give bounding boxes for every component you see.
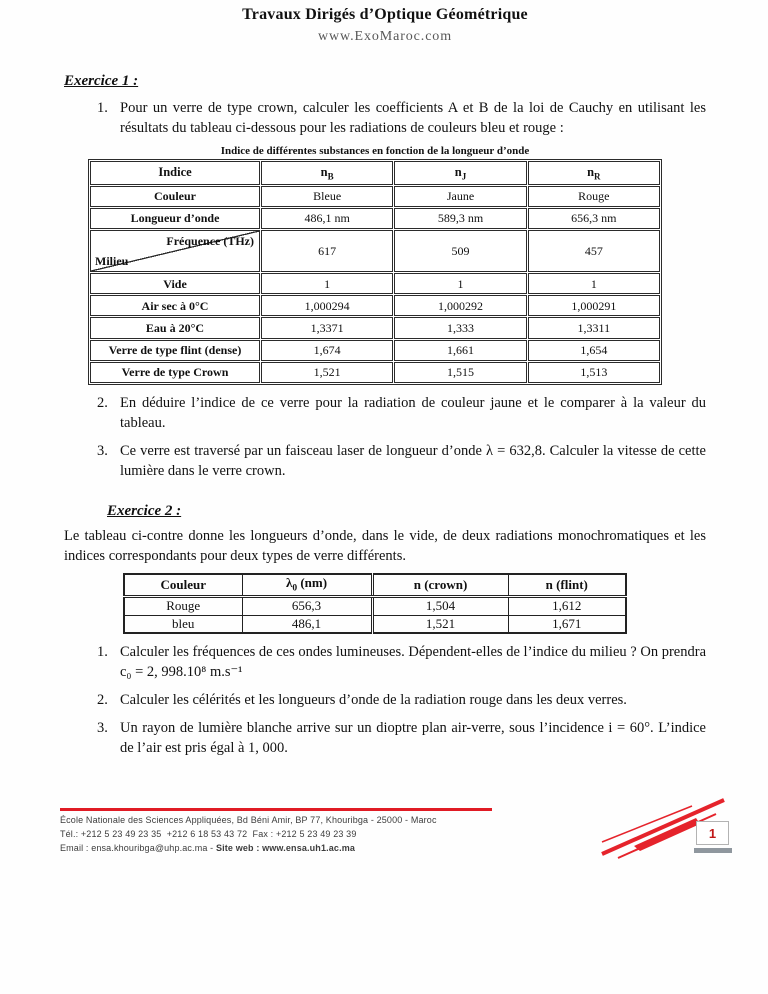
table-row xyxy=(90,317,660,338)
site-url: www.ExoMaroc.com xyxy=(317,29,452,44)
col-subscript: B xyxy=(327,171,334,181)
row-label-cell: Eau à 20°C xyxy=(90,317,260,338)
table-cell: 656,3 xyxy=(242,597,372,615)
table-row xyxy=(90,230,660,272)
table-header-row xyxy=(124,574,626,597)
table-cell: 1,000291 xyxy=(528,295,660,316)
table-row xyxy=(90,186,660,207)
ensa-logo xyxy=(600,794,750,864)
table-cell: 1,513 xyxy=(528,362,660,383)
row-label-cell: Vide xyxy=(90,273,260,294)
item-text: Calculer les fréquences de ces ondes lumineuses. Dépendent-elles de l’indice du milieu ? On prendra c₀ = 2, 998.10⁸ m.s⁻¹ xyxy=(120,643,706,680)
table-cell: 1,000292 xyxy=(394,295,526,316)
table-header-cell: n (crown) xyxy=(372,574,508,597)
item-number: 3. xyxy=(97,719,108,736)
table-cell: 1,654 xyxy=(528,340,660,361)
table-row xyxy=(90,208,660,229)
table-cell: 1,521 xyxy=(372,615,508,633)
table-cell: Bleue xyxy=(261,186,393,207)
item-text: Calculer les célérités et les longueurs d’onde de la radiation rouge dans les deux verres. xyxy=(120,691,627,708)
table-cell: 486,1 nm xyxy=(261,208,393,229)
table-cell: 1,3371 xyxy=(261,317,393,338)
exercise1-item-1 xyxy=(64,98,706,138)
lambda-unit: (nm) xyxy=(297,574,328,590)
row-label-cell: Longueur d’onde xyxy=(90,208,260,229)
table-cell: Jaune xyxy=(394,186,526,207)
table-cell: 509 xyxy=(394,230,526,272)
table-header-cell xyxy=(528,161,660,185)
table-cell: 1,333 xyxy=(394,317,526,338)
footer-phone: Tél.: +212 5 23 49 23 35 +212 6 18 53 43 72 Fax : +212 5 23 49 23 39 xyxy=(60,829,357,839)
table-header-cell xyxy=(394,161,526,185)
table-header-cell: n (flint) xyxy=(508,574,626,597)
exercise2-item-1 xyxy=(64,642,706,682)
item-text: Un rayon de lumière blanche arrive sur un dioptre plan air-verre, sous l’incidence i = 60°. L’indice de l’air est pris égal à 1, 000. xyxy=(120,719,706,756)
page-title: Travaux Dirigés d’Optique Géométrique xyxy=(242,6,528,23)
row-label-cell: Air sec à 0°C xyxy=(90,295,260,316)
table-cell: 1,3311 xyxy=(528,317,660,338)
table-row xyxy=(124,615,626,633)
col-symbol: n xyxy=(454,164,462,179)
footer-address: École Nationale des Sciences Appliquées, Bd Béni Amir, BP 77, Khouribga - 25000 - Maroc xyxy=(60,815,437,825)
exercise2-item-2 xyxy=(64,690,706,710)
footer-email-web xyxy=(60,843,620,853)
table-cell: 1,515 xyxy=(394,362,526,383)
lambda-symbol: λ xyxy=(285,574,293,590)
exercise2-item-3 xyxy=(64,718,706,758)
table-cell: 656,3 nm xyxy=(528,208,660,229)
page-footer xyxy=(60,808,620,853)
table-cell: 1 xyxy=(261,273,393,294)
col-subscript: J xyxy=(461,171,467,181)
exercise1-heading: Exercice 1 : xyxy=(64,73,139,89)
table-cell: 1 xyxy=(528,273,660,294)
page-number-badge: 1 xyxy=(696,821,729,845)
table-header-row xyxy=(90,161,660,185)
exercise1-item-3 xyxy=(64,441,706,481)
table-cell: Rouge xyxy=(124,597,242,615)
item-text: Ce verre est traversé par un faisceau laser de longueur d’onde λ = 632,8. Calculer la vitesse de cette lumière dans le verre crown. xyxy=(120,442,706,479)
footer-website: Site web : www.ensa.uh1.ac.ma xyxy=(215,843,356,853)
table-cell: 457 xyxy=(528,230,660,272)
table-row xyxy=(90,362,660,383)
item-text: En déduire l’indice de ce verre pour la radiation de couleur jaune et le comparer à la valeur du tableau. xyxy=(120,394,706,431)
table-corner-header: Indice xyxy=(90,161,260,185)
table-cell: 1,671 xyxy=(508,615,626,633)
exercise2-intro: Le tableau ci-contre donne les longueurs d’onde, dans le vide, de deux radiations monochromatiques et les indices correspondants pour deux types de verre différents. xyxy=(64,527,706,564)
page-number-underline xyxy=(694,848,732,853)
item-number: 3. xyxy=(97,442,108,459)
row-label-cell: Verre de type flint (dense) xyxy=(90,340,260,361)
item-number: 2. xyxy=(97,691,108,708)
table-row xyxy=(90,340,660,361)
wavelength-index-table xyxy=(123,573,627,634)
table1-caption: Indice de différentes substances en fonction de la longueur d’onde xyxy=(220,145,530,157)
lambda-subscript: 0 xyxy=(292,583,298,594)
col-symbol: n xyxy=(320,164,328,179)
diagonal-top-label: Fréquence (THz) xyxy=(166,234,254,249)
table-header-cell xyxy=(242,574,372,597)
table-cell: Rouge xyxy=(528,186,660,207)
item-number: 1. xyxy=(97,643,108,660)
table-cell: 589,3 nm xyxy=(394,208,526,229)
table-cell: 486,1 xyxy=(242,615,372,633)
table-cell: 1,504 xyxy=(372,597,508,615)
table-row xyxy=(90,295,660,316)
table-cell: 1 xyxy=(394,273,526,294)
table-cell: 1,521 xyxy=(261,362,393,383)
table-cell: 1,661 xyxy=(394,340,526,361)
footer-email: Email : ensa.khouribga@uhp.ac.ma - xyxy=(60,843,216,853)
footer-divider xyxy=(60,808,492,811)
item-text: Pour un verre de type crown, calculer les coefficients A et B de la loi de Cauchy en utilisant les résultats du tableau ci-dessous pour les radiations de couleurs bleu et rouge : xyxy=(120,100,706,136)
table-cell: bleu xyxy=(124,615,242,633)
item-number: 2. xyxy=(97,394,108,411)
diagonal-split-cell xyxy=(90,230,260,272)
col-symbol: n xyxy=(587,164,595,179)
table-cell: 1,000294 xyxy=(261,295,393,316)
table-header-cell: Couleur xyxy=(124,574,242,597)
col-subscript: R xyxy=(594,171,601,181)
table-cell: 1,612 xyxy=(508,597,626,615)
diagonal-bottom-label: Milieu xyxy=(95,253,129,268)
table-header-cell xyxy=(261,161,393,185)
row-label-cell: Couleur xyxy=(90,186,260,207)
row-label-cell: Verre de type Crown xyxy=(90,362,260,383)
table-cell: 1,674 xyxy=(261,340,393,361)
table-row xyxy=(90,273,660,294)
table-row xyxy=(124,597,626,615)
exercise1-item-2 xyxy=(64,393,706,433)
exercise2-heading: Exercice 2 : xyxy=(107,502,182,519)
item-number: 1. xyxy=(97,100,108,116)
substances-table xyxy=(88,159,662,385)
table-cell: 617 xyxy=(261,230,393,272)
